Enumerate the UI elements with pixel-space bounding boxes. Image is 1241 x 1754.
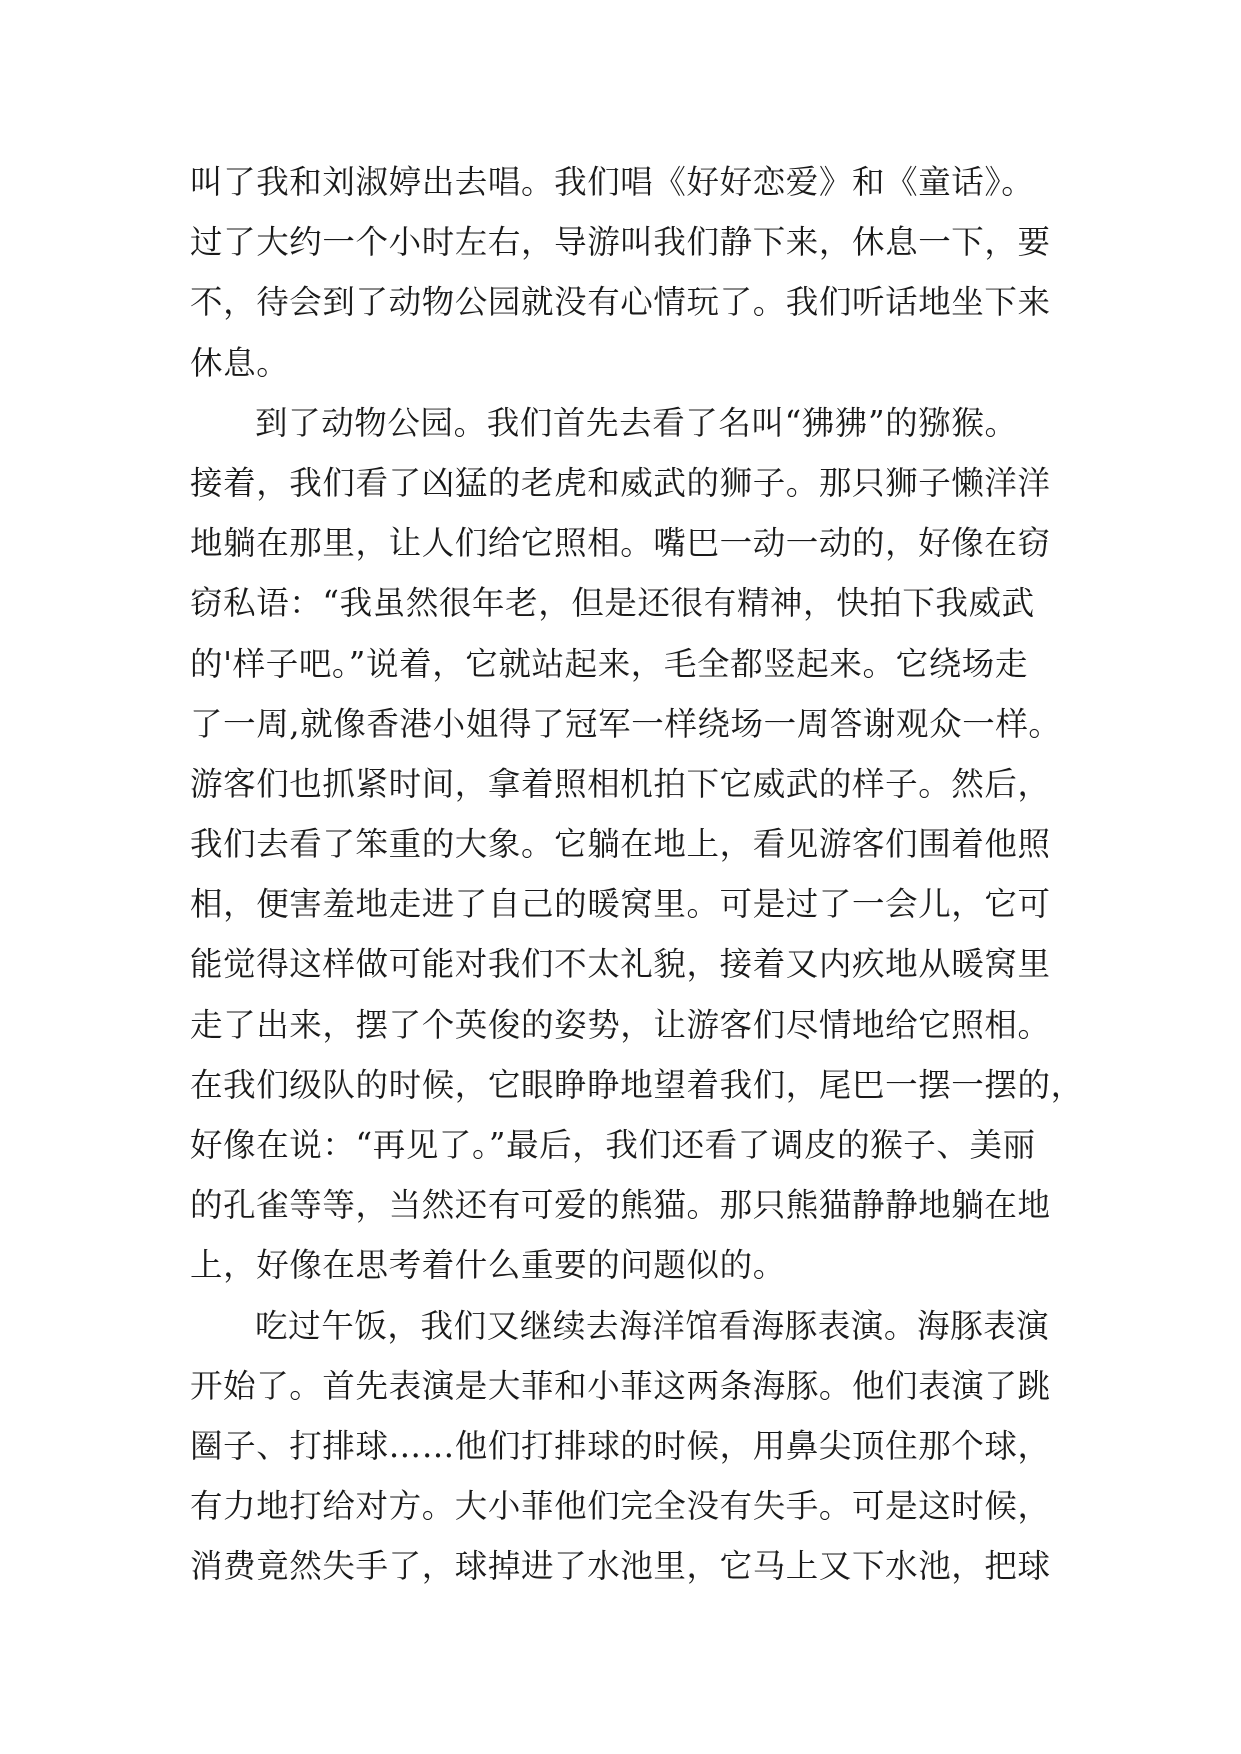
text-line: 地躺在那里，让人们给它照相。嘴巴一动一动的，好像在窃 <box>190 524 1051 563</box>
text-line: 过了大约一个小时左右，导游叫我们静下来，休息一下，要 <box>190 223 1051 262</box>
text-line: 不，待会到了动物公园就没有心情玩了。我们听话地坐下来 <box>190 283 1051 322</box>
text-line: 有力地打给对方。大小菲他们完全没有失手。可是这时候， <box>190 1487 1051 1526</box>
text-line: 走了出来，摆了个英俊的姿势，让游客们尽情地给它照相。 <box>190 1005 1051 1044</box>
text-line: 开始了。首先表演是大菲和小菲这两条海豚。他们表演了跳 <box>190 1366 1051 1405</box>
text-line: 圈子、打排球……他们打排球的时候，用鼻尖顶住那个球， <box>190 1426 1051 1465</box>
text-line: 的孔雀等等，当然还有可爱的熊猫。那只熊猫静静地躺在地 <box>190 1186 1051 1225</box>
text-line: 叫了我和刘淑婷出去唱。我们唱《好好恋爱》和《童话》。 <box>190 163 1035 201</box>
paragraph-start-line: 吃过午饭，我们又继续去海洋馆看海豚表演。海豚表演 <box>255 1306 1050 1345</box>
document-body <box>190 152 1084 1597</box>
text-line: 了一周,就像香港小姐得了冠军一样绕场一周答谢观众一样。 <box>190 704 1062 743</box>
text-line: 的'样子吧。”说着，它就站起来，毛全都竖起来。它绕场走 <box>190 644 1028 683</box>
text-line: 消费竟然失手了，球掉进了水池里，它马上又下水池，把球 <box>190 1547 1051 1586</box>
text-line: 在我们级队的时候，它眼睁睁地望着我们，尾巴一摆一摆的， <box>190 1065 1084 1104</box>
text-line: 相，便害羞地走进了自己的暖窝里。可是过了一会儿，它可 <box>190 885 1051 924</box>
text-line: 上，好像在思考着什么重要的问题似的。 <box>190 1246 786 1285</box>
text-line: 休息。 <box>190 343 290 382</box>
text-line: 能觉得这样做可能对我们不太礼貌，接着又内疚地从暖窝里 <box>190 945 1051 984</box>
text-line: 我们去看了笨重的大象。它躺在地上，看见游客们围着他照 <box>190 825 1051 864</box>
text-line: 游客们也抓紧时间，拿着照相机拍下它威武的样子。然后， <box>190 764 1051 803</box>
paragraph-start-line: 到了动物公园。我们首先去看了名叫“狒狒”的猕猴。 <box>255 403 1018 442</box>
text-line: 接着，我们看了凶猛的老虎和威武的狮子。那只狮子懒洋洋 <box>190 463 1051 502</box>
text-line: 好像在说：“再见了。”最后，我们还看了调皮的猴子、美丽 <box>190 1126 1036 1164</box>
text-line: 窃私语：“我虽然很年老，但是还很有精神，快拍下我威武 <box>190 584 1035 623</box>
